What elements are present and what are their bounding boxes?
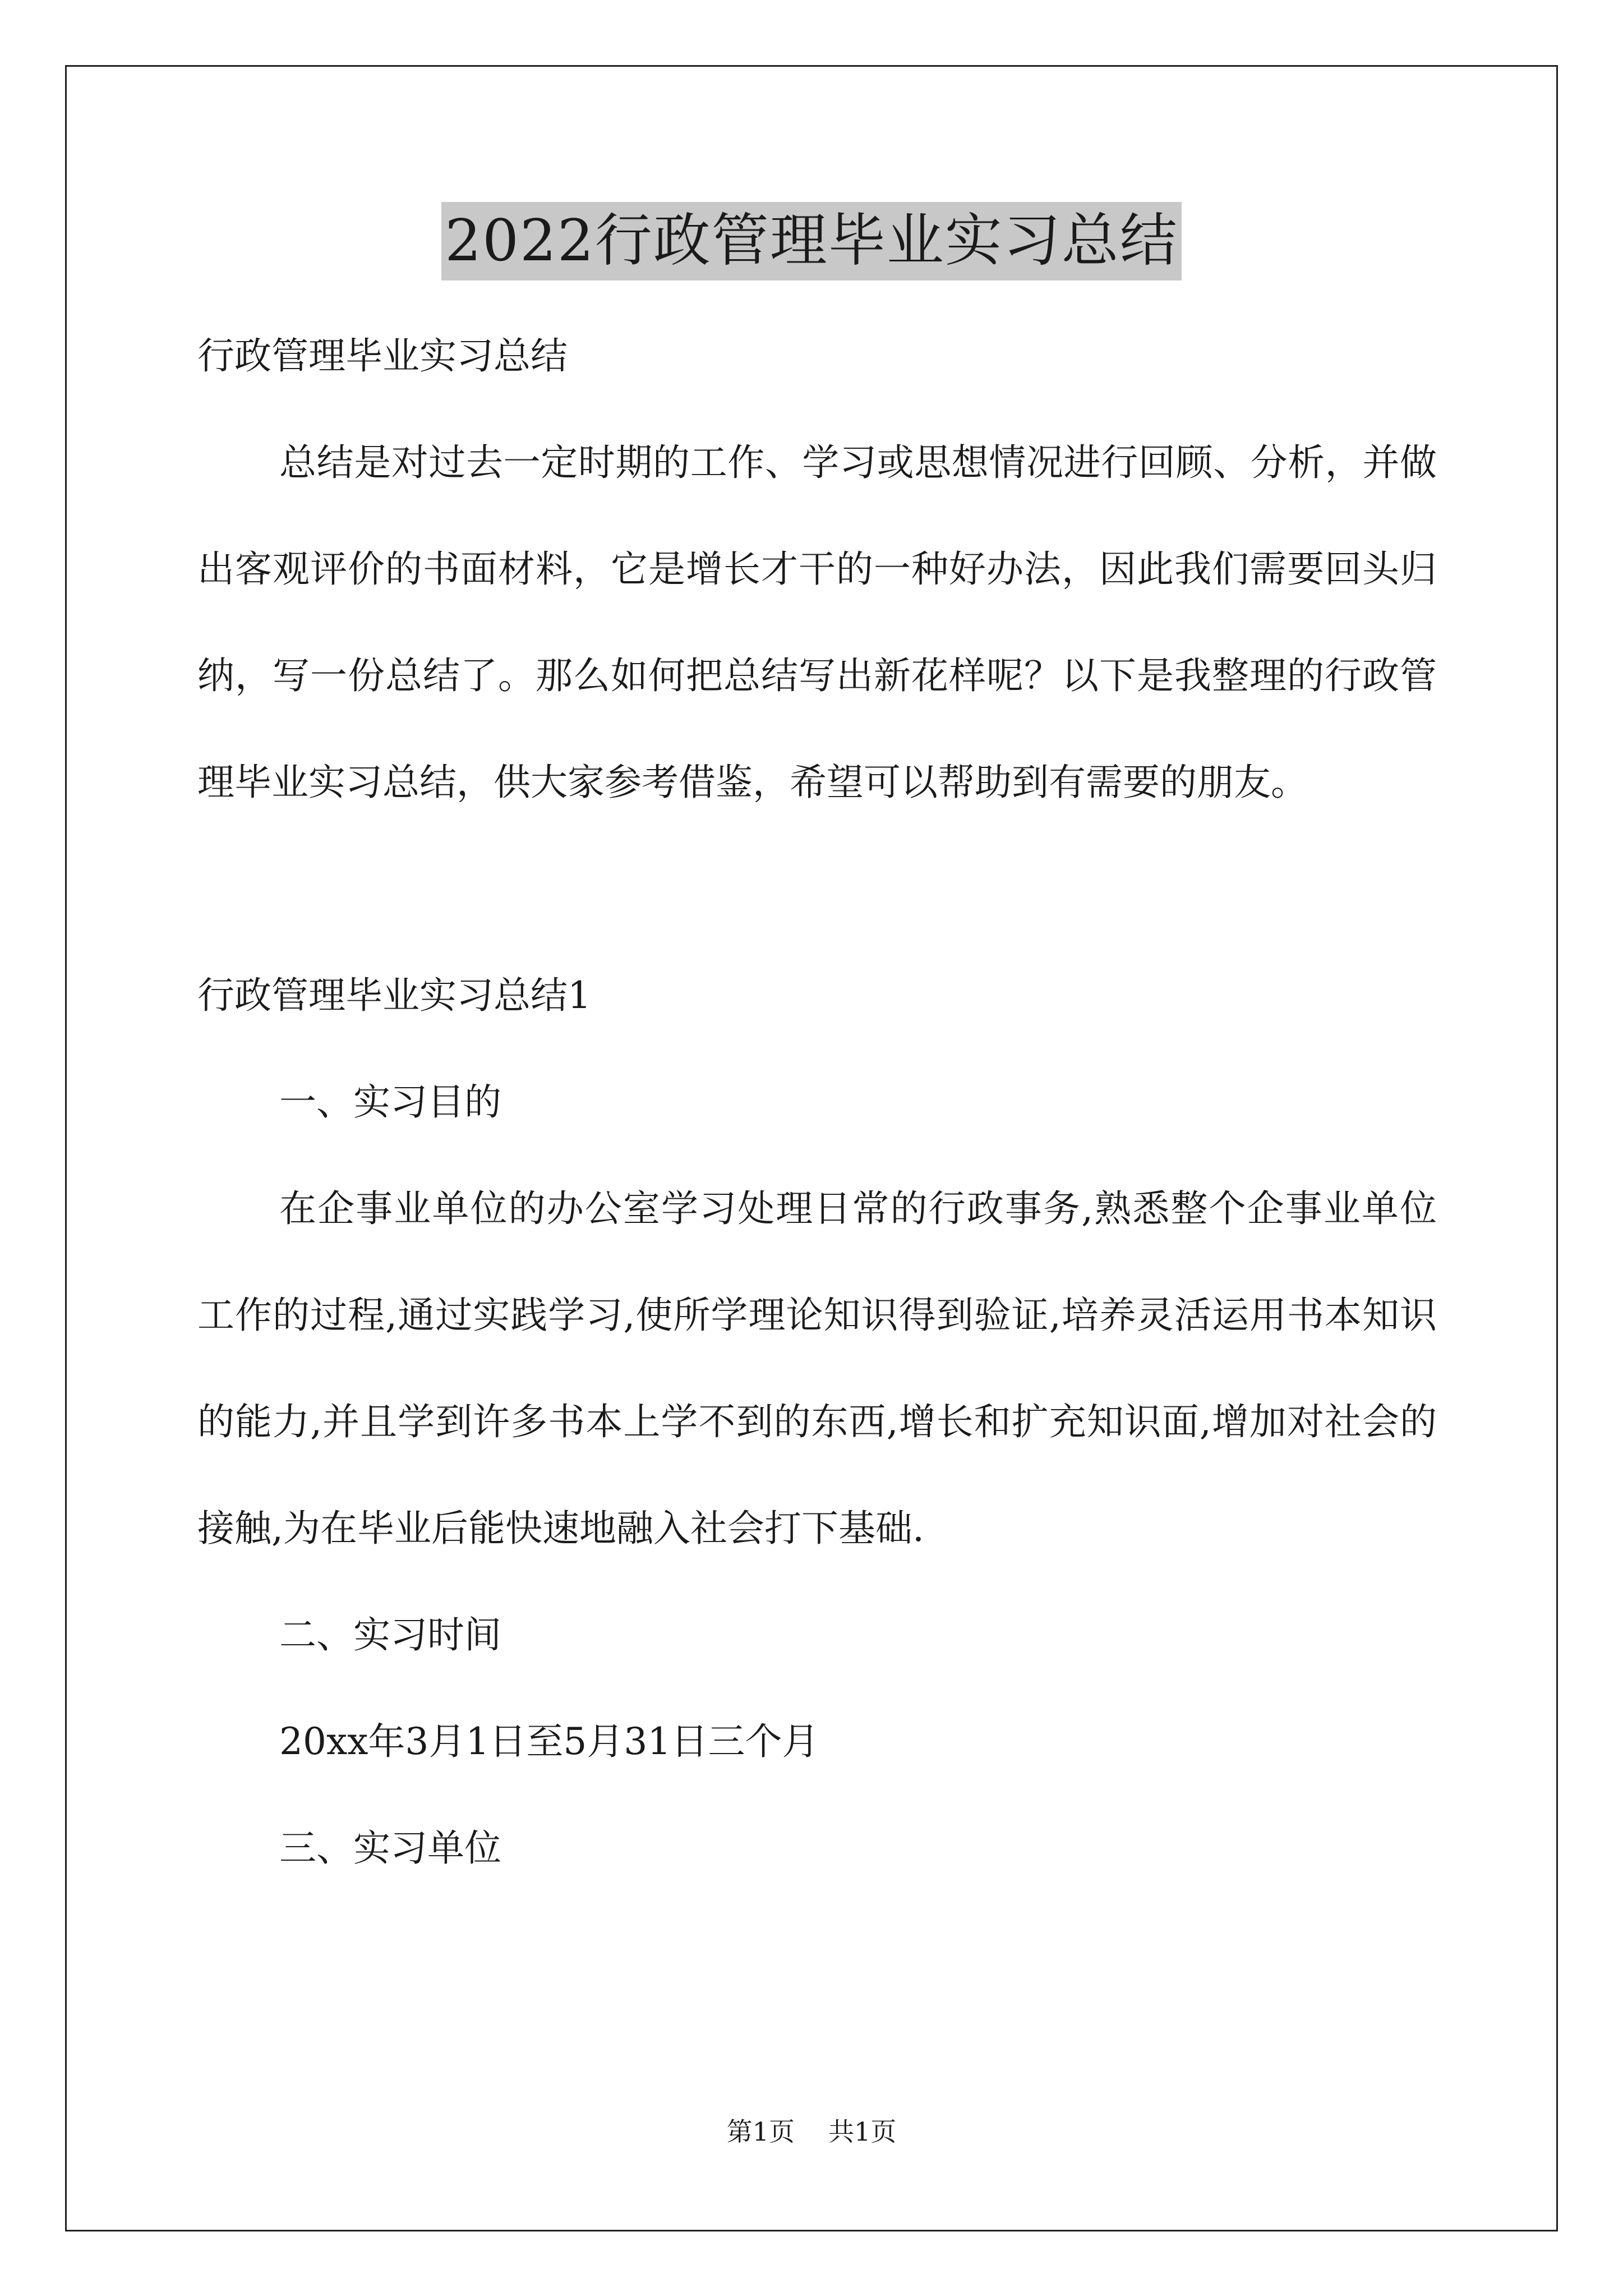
page-footer xyxy=(0,2115,1623,2148)
time-paragraph: 20xx年3月1日至5月31日三个月 xyxy=(279,1720,819,1763)
spacer xyxy=(197,836,1437,942)
page-total: 共1页 xyxy=(828,2116,897,2147)
document-body xyxy=(197,303,1437,1902)
page-number: 第1页 xyxy=(726,2116,795,2147)
intro-paragraph: 总结是对过去一定时期的工作、学习或思想情况进行回顾、分析，并做出客观评价的书面材料，它是增长才干的一种好办法，因此我们需要回头归纳，写一份总结了。那么如何把总结写出新花样呢？以下是我整理的行政管理毕业实习总结，供大家参考借鉴，希望可以帮助到有需要的朋友。 xyxy=(197,441,1437,804)
document-title: 2022行政管理毕业实习总结 xyxy=(441,202,1182,280)
title-wrap xyxy=(0,202,1623,280)
section-title: 行政管理毕业实习总结1 xyxy=(197,974,591,1017)
subtitle: 行政管理毕业实习总结 xyxy=(197,334,568,378)
heading-time: 二、实习时间 xyxy=(279,1613,501,1657)
purpose-paragraph: 在企事业单位的办公室学习处理日常的行政事务,熟悉整个企事业单位工作的过程,通过实践学习,使所学理论知识得到验证,培养灵活运用书本知识的能力,并且学到许多书本上学不到的东西,增长和扩充知识面,增加对社会的接触,为在毕业后能快速地融入社会打下基础. xyxy=(197,1187,1437,1550)
heading-purpose: 一、实习目的 xyxy=(279,1080,501,1124)
heading-unit: 三、实习单位 xyxy=(279,1826,501,1870)
